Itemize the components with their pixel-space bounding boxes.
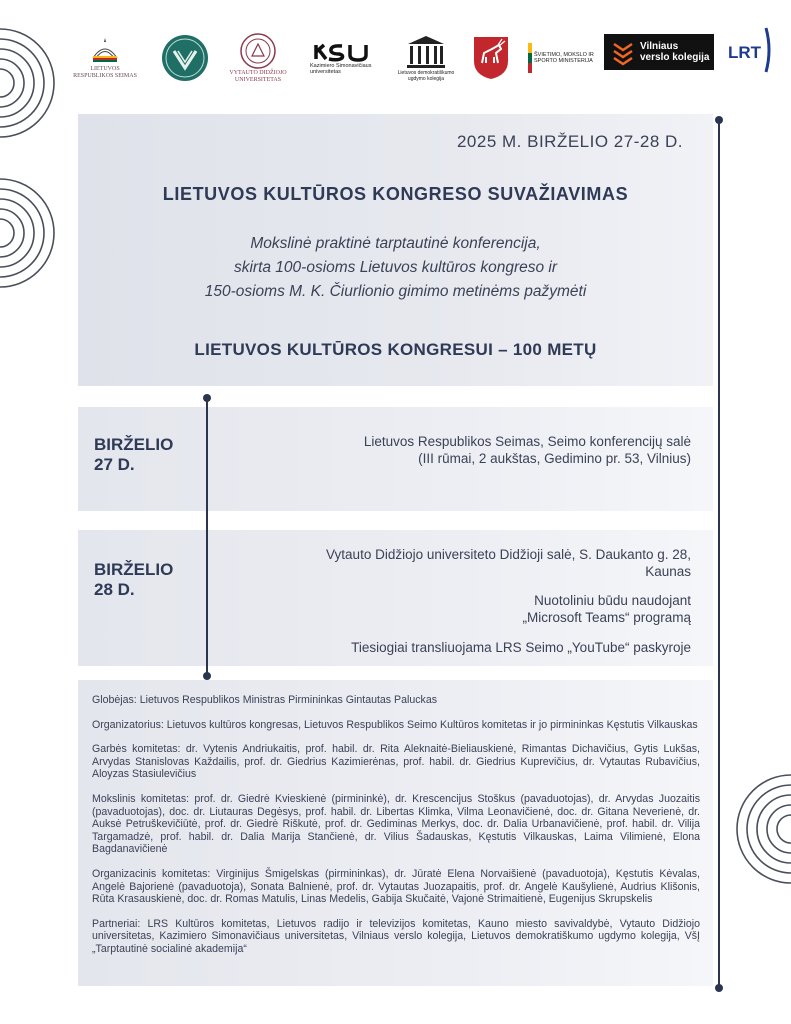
timeline-dot-left-bottom: [203, 672, 211, 680]
partner-logos-row: [70, 26, 780, 96]
day2-remote-line2: „Microsoft Teams“ programą: [522, 610, 691, 625]
decorative-arcs-right: [731, 774, 791, 884]
seimas-caption: LIETUVOS RESPUBLIKOS SEIMAS: [73, 66, 137, 79]
subtitle-line-1: Mokslinė praktinė tarptautinė konferencija,: [250, 235, 541, 252]
congress-title: LIETUVOS KULTŪROS KONGRESO SUVAŽIAVIMAS: [162, 184, 629, 204]
day2-label: [94, 560, 173, 600]
decorative-arcs-top-left: [0, 28, 60, 138]
lduk-logo: [396, 26, 456, 90]
organizing-committee-text: Organizacinis komitetas: Virginijus Šmigelskas (pirmininkas), dr. Jūratė Elena Norvaišienė (pavaduotoja), Kęstutis Kėvalas, Angelė Bajorienė (pavaduotoja), Sonata Balnienė, prof. dr. Vytautas Juozapaitis, prof. dr. Angelė Kaušylienė, Audrius Klišonis, Rūta Krasauskienė, doc. dr. Romas Matulis, Linas Medelis, Gabija Skučaitė, Vajonė Strimaitienė, Eugenijus Skrupskelis: [92, 867, 700, 906]
day2-panel: [78, 530, 713, 666]
vvk-logo-icon: [610, 38, 636, 66]
conference-subtitle: [78, 232, 713, 304]
ksu-logo: [310, 26, 376, 90]
day2-label-day: 28 D.: [94, 580, 135, 599]
committees-panel: [78, 680, 713, 986]
day2-remote: [522, 592, 691, 626]
day2-location-line2: Kaunas: [645, 564, 691, 579]
svg-text:LRT: LRT: [728, 43, 762, 62]
lrt-logo: [724, 26, 776, 74]
day1-location: [364, 433, 691, 467]
lduk-caption: Lietuvos demokratiškumo ugdymo kolegija: [397, 69, 455, 82]
vdu-seal-icon: [239, 32, 277, 70]
kaunas-logo: [470, 26, 512, 90]
day2-location-line1: Vytauto Didžiojo universiteto Didžioji salė, S. Daukanto g. 28,: [326, 547, 691, 562]
vvk-caption: Vilniaus verslo kolegija: [640, 41, 710, 63]
round-green-emblem-icon: [161, 34, 209, 82]
honorary-committee-text: Garbės komitetas: dr. Vytenis Andriukaitis, prof. habil. dr. Rita Aleknaitė-Bieliauskienė, Rimantas Dichavičius, Gytis Lukšas, Arvydas Stanislovas Každailis, prof. dr. Giedrius Kazimierėnas, prof. habil. dr. Giedrius Kuprevičius, dr. Vytautas Rubavičius, Aloyzas Stasiulevičius: [92, 743, 700, 781]
subtitle-line-2: skirta 100-osioms Lietuvos kultūros kongreso ir: [233, 259, 558, 276]
day2-location: [326, 546, 691, 580]
event-date: 2025 M. BIRŽELIO 27-28 D.: [456, 132, 683, 151]
vdu-logo: [220, 26, 296, 90]
patron-text: Globėjas: Lietuvos Respublikos Ministras Pirmininkas Gintautas Paluckas: [92, 694, 438, 706]
anniversary-heading: LIETUVOS KULTŪROS KONGRESUI – 100 METŲ: [194, 340, 597, 359]
timeline-dot-right-bottom: [715, 984, 723, 992]
scientific-committee-text: Mokslinis komitetas: prof. dr. Giedrė Kvieskienė (pirmininkė), dr. Krescencijus Stoškus (pavaduotojas), dr. Arvydas Juozaitis (pavaduotojas), doc. dr. Liutauras Degėsys, prof. habil. dr. Libertas Klimka, Vilma Leonavičienė, doc. dr. Gitana Neverienė, dr. Auksė Petruškevičiūtė, prof. dr. Giedrė Riškutė, prof. dr. Gediminas Merkys, doc. dr. Dalia Urbanavičienė, prof. habil. dr. Vilija Targamadzė, prof. habil. dr. Dalia Marija Stančienė, dr. Vilius Šadauskas, Kęstutis Vilkauskas, Laima Vilimienė, Elona Bagdanavičienė: [92, 792, 700, 856]
hero-panel: [78, 114, 713, 386]
day1-label-day: 27 D.: [94, 455, 135, 474]
ministry-caption: ŠVIETIMO, MOKSLO IR SPORTO MINISTERIJA: [534, 51, 594, 64]
day2-label-month: BIRŽELIO: [94, 560, 174, 579]
vvk-logo: [604, 34, 714, 70]
decorative-arcs-mid-left: [0, 178, 60, 288]
kaunas-coat-of-arms-icon: [472, 35, 510, 81]
timeline-line-right: [718, 120, 720, 988]
vdu-caption: VYTAUTO DIDŽIOJO UNIVERSITETAS: [229, 70, 287, 83]
ksu-caption: Kazimiero Simonavičiaus universitetas: [310, 62, 372, 75]
seimas-emblem-icon: [87, 36, 123, 66]
organizer-text: Organizatorius: Lietuvos kultūros kongresas, Lietuvos Respublikos Seimo Kultūros komitetas ir jo pirmininkas Kęstutis Vilkauskas: [92, 718, 698, 731]
day1-label-month: BIRŽELIO: [94, 435, 174, 454]
timeline-line-left: [206, 398, 208, 676]
day1-location-line2: (III rūmai, 2 aukštas, Gedimino pr. 53, Vilnius): [418, 451, 691, 466]
ksu-logo-icon: [314, 41, 372, 63]
green-emblem-logo: [160, 26, 210, 90]
subtitle-line-3: 150-osioms M. K. Čiurlionio gimimo metinėms pažymėti: [204, 283, 587, 300]
day2-stream: Tiesiogiai transliuojama LRS Seimo „YouTube“ paskyroje: [351, 640, 691, 655]
partners-text: Partneriai: LRS Kultūros komitetas, Lietuvos radijo ir televizijos komitetas, Kauno miesto savivaldybė, Vytauto Didžiojo universitetas, Kazimiero Simonavičiaus universitetas, Vilniaus verslo kolegija, Lietuvos demokratiškumo ugdymo kolegija, VšĮ „Tarptautinė socialinė akademija“: [92, 917, 700, 955]
day1-location-line1: Lietuvos Respublikos Seimas, Seimo konferencijų salė: [363, 434, 691, 449]
day2-remote-line1: Nuotoliniu būdu naudojant: [534, 593, 691, 608]
timeline-dot-right-top: [715, 116, 723, 124]
timeline-dot-left-top: [203, 394, 211, 402]
lrt-logo-icon: [726, 26, 774, 74]
ministry-logo: [528, 26, 598, 90]
columns-building-icon: [404, 34, 448, 70]
day1-label: [94, 435, 173, 475]
day1-panel: [78, 407, 713, 511]
seimas-logo: [70, 26, 140, 90]
